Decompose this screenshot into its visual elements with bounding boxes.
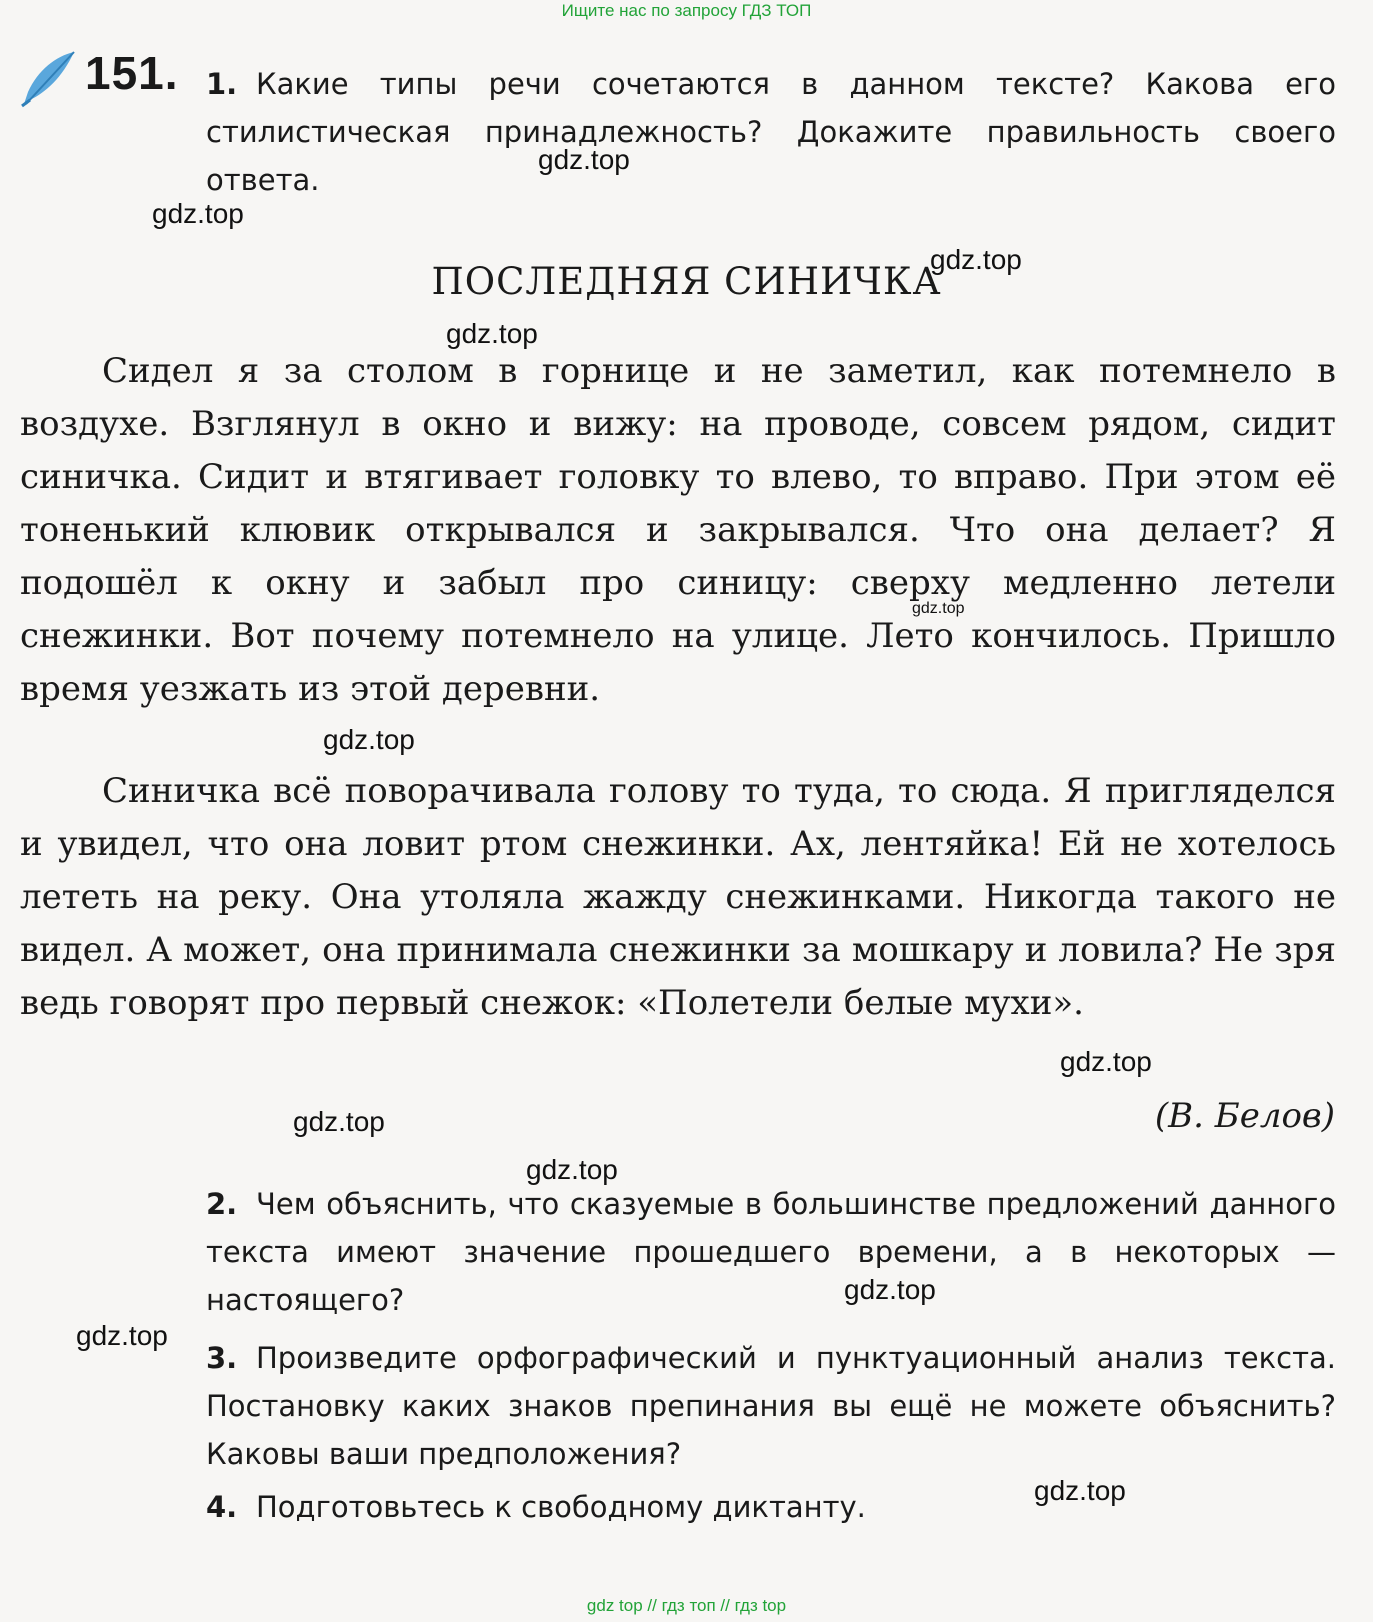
- watermark: gdz.top: [1034, 1475, 1126, 1506]
- task-text: Какие типы речи сочетаются в данном тексте? Какова его стилистическая принадлежность? Докажите правильность своего ответа.: [206, 67, 1336, 197]
- watermark: gdz.top: [152, 198, 244, 229]
- feather-pen-icon: [16, 48, 80, 112]
- watermark: gdz.top: [526, 1154, 618, 1185]
- task-number: 2.: [206, 1187, 238, 1221]
- exercise-number: 151.: [85, 47, 179, 99]
- task-number: 1.: [206, 67, 238, 101]
- story-author: (В. Белов): [1154, 1096, 1335, 1136]
- task-2: [206, 1180, 1336, 1324]
- task-text: Чем объяснить, что сказуемые в большинстве предложений данного текста имеют значение прошедшего времени, а в некоторых — настоящего?: [206, 1187, 1336, 1317]
- task-number: 4.: [206, 1490, 238, 1524]
- top-banner[interactable]: Ищите нас по запросу ГДЗ ТОП: [561, 1, 812, 20]
- watermark: gdz.top: [930, 244, 1022, 275]
- task-4: [206, 1483, 1336, 1531]
- watermark: gdz.top: [912, 600, 965, 617]
- story-paragraph-2: Синичка всё поворачивала голову то туда, то сюда. Я пригляделся и увидел, что она ловит ртом снежинки. Ах, лентяйка! Ей не хотелось лететь на реку. Она утоляла жажду снежинками. Никогда такого не видел. А может, она принимала снежинки за мошкару и ловила? Не зря ведь говорят про первый снежок: «Полетели белые мухи».: [20, 771, 1336, 1023]
- story-paragraph-1: Сидел я за столом в горнице и не заметил, как потемнело в воздухе. Взглянул в окно и вижу: на проводе, совсем рядом, сидит синичка. Сидит и втягивает головку то влево, то вправо. При этом её тоненький клювик открывался и закрывался. Что она делает? Я подошёл к окну и забыл про синицу: сверху медленно летели снежинки. Вот почему потемнело на улице. Лето кончилось. Пришло время уезжать из этой деревни.: [20, 351, 1336, 709]
- task-1: [206, 60, 1336, 204]
- watermark: gdz.top: [446, 318, 538, 349]
- task-text: Подготовьтесь к свободному диктанту.: [256, 1490, 866, 1524]
- task-3: [206, 1334, 1336, 1478]
- watermark: gdz.top: [323, 724, 415, 755]
- task-number: 3.: [206, 1341, 238, 1375]
- bottom-banner[interactable]: gdz top // гдз топ // гдз top: [586, 1596, 787, 1615]
- story-title: ПОСЛЕДНЯЯ СИНИЧКА: [431, 260, 942, 303]
- task-text: Произведите орфографический и пунктуационный анализ текста. Постановку каких знаков препинания вы ещё не можете объяснить? Каковы ваши предположения?: [206, 1341, 1336, 1471]
- watermark: gdz.top: [293, 1106, 385, 1137]
- watermark: gdz.top: [1060, 1046, 1152, 1077]
- watermark: gdz.top: [538, 144, 630, 175]
- watermark: gdz.top: [844, 1274, 936, 1305]
- watermark: gdz.top: [76, 1320, 168, 1351]
